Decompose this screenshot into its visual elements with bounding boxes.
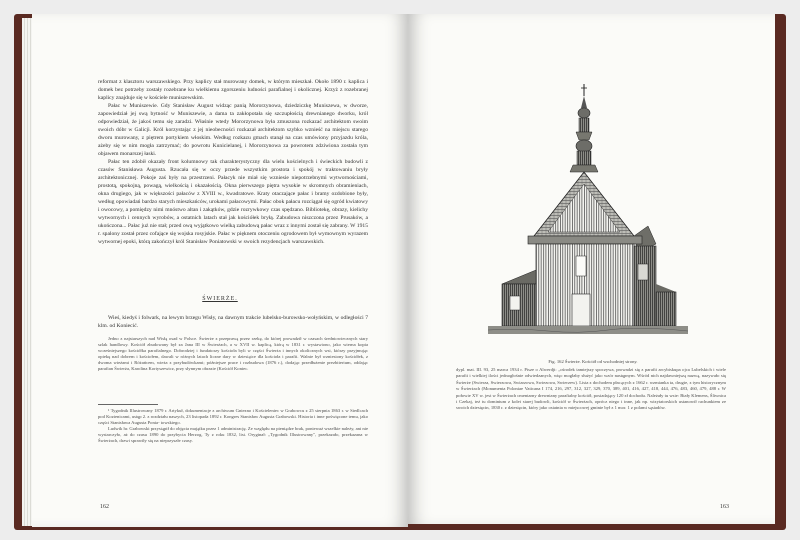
footnote-separator: [98, 404, 158, 405]
figure-caption: Fig. 162 Świerże. Kościół od wschodniej strony.: [548, 359, 638, 364]
right-page-number: 163: [720, 504, 729, 510]
church-illustration: [488, 84, 688, 354]
left-paragraph-5: Jedno z najstarszych nad Wisłą osad w Polsce. Świerże z przeprawą przez rzekę, do której prowadził w czasach średniowiecznych stary szlak handlowy. Kościół zbudowany był za Jana III w Świerżach, a w XVII w. kaplicą, którą w 1831 r. wystawiono, jako wierna kopia wcześniejszego kościółka parafialnego. Dobrodziej i fundatorzy kościoła byli w części Świerża i innych okolicznych wsi, którzy przyjmując opiekę nad dobrem i kościołem, dawali w różnych latach liczne dary w dziesiątce dla kościoła i parafii. Walnie był wzniesiony kościółek, z dwoma wieżami i Różańcem, wieża z przybudówkami; późniejsze prace i rozbudowa (1876 r.), dodając przedłużenie prezbiterium, oddając parafian Świerża, Karolina Kortyszewicz, przy słynnym obrazie (Kościół Koniec.: [98, 336, 368, 372]
footnote-2: Ludwik hr. Grabowski przystąpił do objęcia majątku przez 1 administrację. Ze względu na pieniądze brak, ponieważ wszelkie należy, ani nie wystarczyło, aż do czasu 1890 do przybycia Herzog, Ty z roku 1832, list. Oryginał: „Tygodnik Illustrowany", przekazało, przekazana w Świerżach, drzwi sprawiły się na nieprzyszłe czasy.: [98, 426, 368, 444]
right-text-block: [456, 367, 726, 412]
footnotes: [98, 408, 368, 445]
left-paragraph-4: Wieś, kiedyś i folwark, na lewym brzegu Wisły, na dawnym trakcie lubelsko-burowsko-wołyńskim, w odległości 7 klm. od Koniecić.: [98, 315, 368, 329]
right-page: [408, 14, 775, 524]
left-paragraph-3: Pałac ten zdobił okazały front kolumnowy tak charakterystyczny dla wielu kościelnych i świeckich budowli z czasów Stanisława Augusta. Rzucała się w oczy przede wszystkim prostota i spokój w traktowaniu bryły architektonicznej. Pokoje zaś były na przestrzeni. Pałacyk nie miał się wzniesie niepotrzebnymi wytwornościami, prostotą, spokojną, powagą, wielkością i okazałością. Okna pierwszego piętra wysokie w skromnych obramieniach, okna drugiego, jak w większości pałaców z XVIII w., kwadratowe. Kraty otaczające pałac i bramy ozdobione były, według opowiadań bardzo starych mieszkańców, urokami pałacowymi. Pałac obok pałacu rozciągał się ogród kwiatowy i owocowy, a pomiędzy nimi mnóstwo altan i zakątków, gdzie rozrywkowy czas spędzano. Bibliotekę, obrazy, kielichy wytwornych i cennych wyrobów, a ostatnich latach stał jak kościółek bryłą. Zabudowa niszczona przez Prusaków, a ukończona... Pałac już nie stał; przed ową wyjątkowo wielką zabudową pałac wraz z innymi został się zabrany. W 1915 r. spalony został przez cofające się wojska rosyjskie. Pałac w pięknem otoczeniu ogrodowem był wymownym wyrazem wytwornej epoki, którą zakończył król Stanisław Poniatowski w swoich rezydencjach warszawskich.: [98, 159, 368, 245]
left-paragraph-1: reformat z klasztoru warszawskiego. Przy kaplicy stał murowany domek, w którym mieszkał. Około 1890 r. kaplica i domek bez potrzeby zostały rozebrane ku wielkiemu zgorszeniu ludności parafialnej i okolicznej. Krzyż z rozebranej kaplicy znajduje się w kościele muniszewskim.: [98, 79, 368, 101]
left-page-number: 162: [100, 504, 109, 510]
left-text-block-bottom: [98, 314, 368, 330]
left-text-block-top: [98, 78, 368, 246]
left-paragraph-2: Pałac w Muniszewie. Gdy Stanisław August widząc panią Mororzynowa, dziedziczkę Muniszewa, w dworze, zapowiedział jej swą bytność w Muniszewie, a dama ta zakłopotała się szczupłością drewnianego dworku, król odpowiedział, że jakoś temu się zaradzi. Właśnie wtedy Mororzynowa była zmuszona rozkazać architektom swoim swoich dóbr w Galicji. Król korzystając z jej nieobecności rozkazał architektom szybko wznieść na miejscu starego dworu murowany, z piętrem portykiem włoskim. Według rozkazu gmach stanął na czas umówiony przyjazdu króla, ażeby się w nim mogła zatrzymać; do powrotu Kunicielanej, i Mororzynowa za powrotem zdziwiona została tym objawem monarszej łaski.: [98, 103, 368, 157]
right-paragraph-1: dypl. mat. III. 93, 25 marca 1934 r. Pisze o Alwerdji: „ośrodek tamtejszy spoczywa, prowadzi się z parafii arcybiskupa ojca Lubelskich i wiele parafii i wielkiej ilości jednogłośnie odwiedzanych, więc mogłaby służyć jako wzór następnym. Wśród nich najdawniejszą nazwą, nazywało się Świerże (Swierza, Swierzowa, Swiarzowa, Swiezowa, Swierzew). Lista z dochodem płacących z 1662 r. wzmianka ta, drugie, z tym historycznym w Świerżach (Monumenta Poloniae Vaticana I 174, 216, 297, 312, 327, 329, 370, 389, 401, 416, 427, 418, 444, 476, 483, 460, 479, 488 r. W połowie XV w. jest w Świerżach cmentarny drewniany parafialny kościół, posiadający 120 zł dochodu. Należały tu wsie: Biały Klemens, Śliwnica i Czekaj, też tu dominium z kolei starej budowli, kościół w Świerżach, oprócz niego i inne, jak np. wizytatorskich ustanowił rachunkiem ze swoich dziesięcin, 1830 r. z dziesięcin, który jako ostatnia w miejscowej gminie był z 1 mor. 1 z polami sąsiadów.: [456, 367, 726, 411]
left-small-text: [98, 336, 368, 373]
section-heading: ŚWIERŻE.: [202, 296, 238, 302]
footnote-1: ¹ Tygodnik Illustrowany 1879 r. Artykuł, dokumentacje z archiwum Gniezno i Kościeleniec w Grabowcu z 25 sierpnia 1863 r. w Siedlcach pod Kozienicami, ustęp 2. z rozdziału naszych, 23 listopada 1892 r. Kongres Stanisław Augusta Grabowski. Historia i inne poświęcone temu, jako części Stanisława Augusta Ponia- towskiego.: [98, 408, 368, 426]
left-page: [32, 14, 408, 527]
